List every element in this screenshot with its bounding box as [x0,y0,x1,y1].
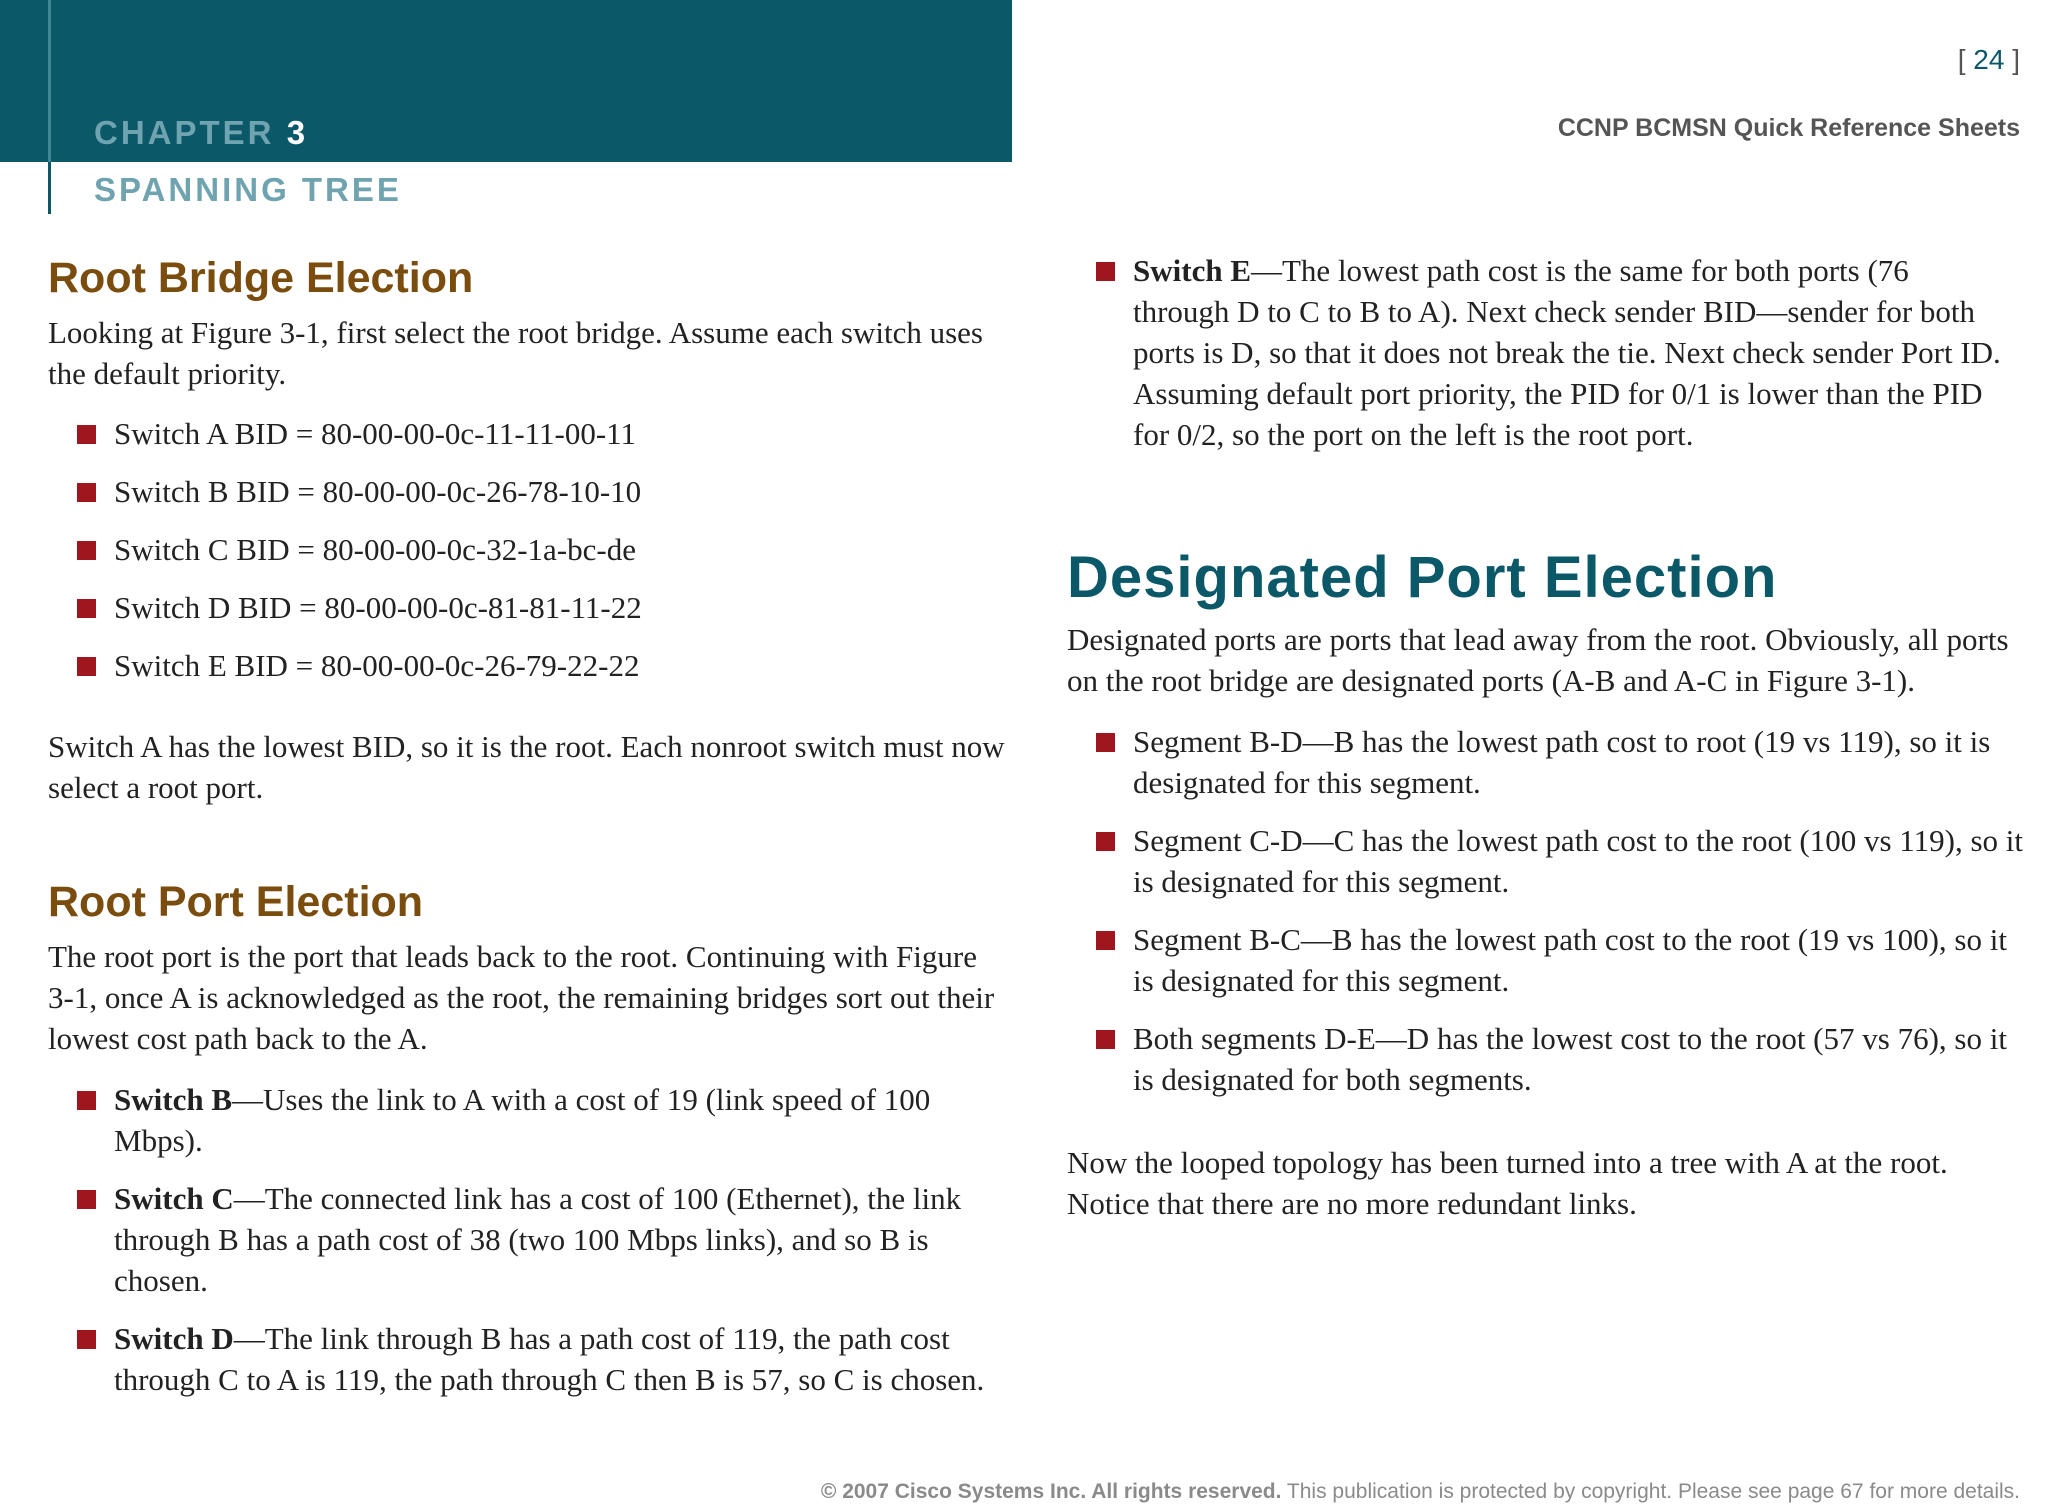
bullet-square-icon [1096,832,1115,851]
right-column [1067,250,2025,1224]
list-item: Switch C BID = 80-00-00-0c-32-1a-bc-de [48,529,1008,570]
bullet-square-icon [1096,931,1115,950]
bullet-square-icon [1096,733,1115,752]
list-item: Switch E BID = 80-00-00-0c-26-79-22-22 [48,645,1008,686]
margin-rule-highlight [48,0,51,162]
root-port-intro: The root port is the port that leads back to the root. Continuing with Figure 3-1, once A is acknowledged as the root, the remaining bridges sort out their lowest cost path back to the A. [48,939,995,1056]
bid-list [48,413,1008,686]
page-number-value: 24 [1973,44,2005,75]
chapter-label [94,114,308,152]
bullet-square-icon [77,541,96,560]
bullet-square-icon [77,425,96,444]
list-item: Both segments D-E—D has the lowest cost to the root (57 vs 76), so it is designated for both segments. [1067,1018,2025,1100]
designated-outro: Now the looped topology has been turned into a tree with A at the root. Notice that there are no more redundant links. [1067,1145,1948,1221]
bullet-square-icon [77,1091,96,1110]
chapter-word: CHAPTER [94,114,275,151]
book-title: CCNP BCMSN Quick Reference Sheets [1557,114,2020,142]
list-item: Switch D—The link through B has a path cost of 119, the path cost through C to A is 119, the path through C then B is 57, so C is chosen. [48,1318,1008,1400]
list-item: Segment B-C—B has the lowest path cost to the root (19 vs 100), so it is designated for this segment. [1067,919,2025,1001]
bullet-square-icon [77,1330,96,1349]
bullet-square-icon [77,1190,96,1209]
heading-designated-port-election: Designated Port Election [1067,545,1778,610]
list-item: Segment B-D—B has the lowest path cost to root (19 vs 119), so it is designated for this segment. [1067,721,2025,803]
designated-list [1067,721,2025,1100]
list-item: Switch C—The connected link has a cost of 100 (Ethernet), the link through B has a path cost of 38 (two 100 Mbps links), and so B is chosen. [48,1178,1008,1301]
root-port-list [48,1079,1008,1400]
bullet-square-icon [77,657,96,676]
list-item: Segment C-D—C has the lowest path cost to the root (100 vs 119), so it is designated for this segment. [1067,820,2025,902]
heading-root-port-election: Root Port Election [48,878,424,926]
root-bridge-intro: Looking at Figure 3-1, first select the root bridge. Assume each switch uses the default priority. [48,315,983,391]
bullet-square-icon [1096,1030,1115,1049]
list-item: Switch D BID = 80-00-00-0c-81-81-11-22 [48,587,1008,628]
copyright-text: © 2007 Cisco Systems Inc. All rights reserved. [820,1480,1282,1503]
section-title: SPANNING TREE [94,171,402,208]
bullet-square-icon [77,599,96,618]
copyright-footer [821,1480,2020,1504]
bullet-square-icon [1096,262,1115,281]
chapter-number: 3 [286,114,309,151]
list-item: Switch B BID = 80-00-00-0c-26-78-10-10 [48,471,1008,512]
left-column [48,250,1008,1400]
page-number: [ 24 ] [1957,44,2020,75]
bullet-square-icon [77,483,96,502]
list-item: Switch E—The lowest path cost is the same for both ports (76 through D to C to B to A). Next check sender BID—sender for both ports is D, so that it does not break the tie. Next check sender Port ID. Assuming default port priority, the PID for 0/1 is lower than the PID for 0/2, so the port on the left is the root port. [1067,250,2007,455]
list-item: Switch A BID = 80-00-00-0c-11-11-00-11 [48,413,1008,454]
copyright-notice: This publication is protected by copyright. Please see page 67 for more details. [1281,1480,2020,1503]
list-item: Switch B—Uses the link to A with a cost of 19 (link speed of 100 Mbps). [48,1079,1008,1161]
designated-intro: Designated ports are ports that lead away from the root. Obviously, all ports on the root bridge are designated ports (A-B and A-C in Figure 3-1). [1067,622,2009,698]
switch-e-list [1067,250,2007,455]
root-bridge-outro: Switch A has the lowest BID, so it is the root. Each nonroot switch must now select a root port. [48,729,1005,805]
heading-root-bridge-election: Root Bridge Election [48,254,474,302]
